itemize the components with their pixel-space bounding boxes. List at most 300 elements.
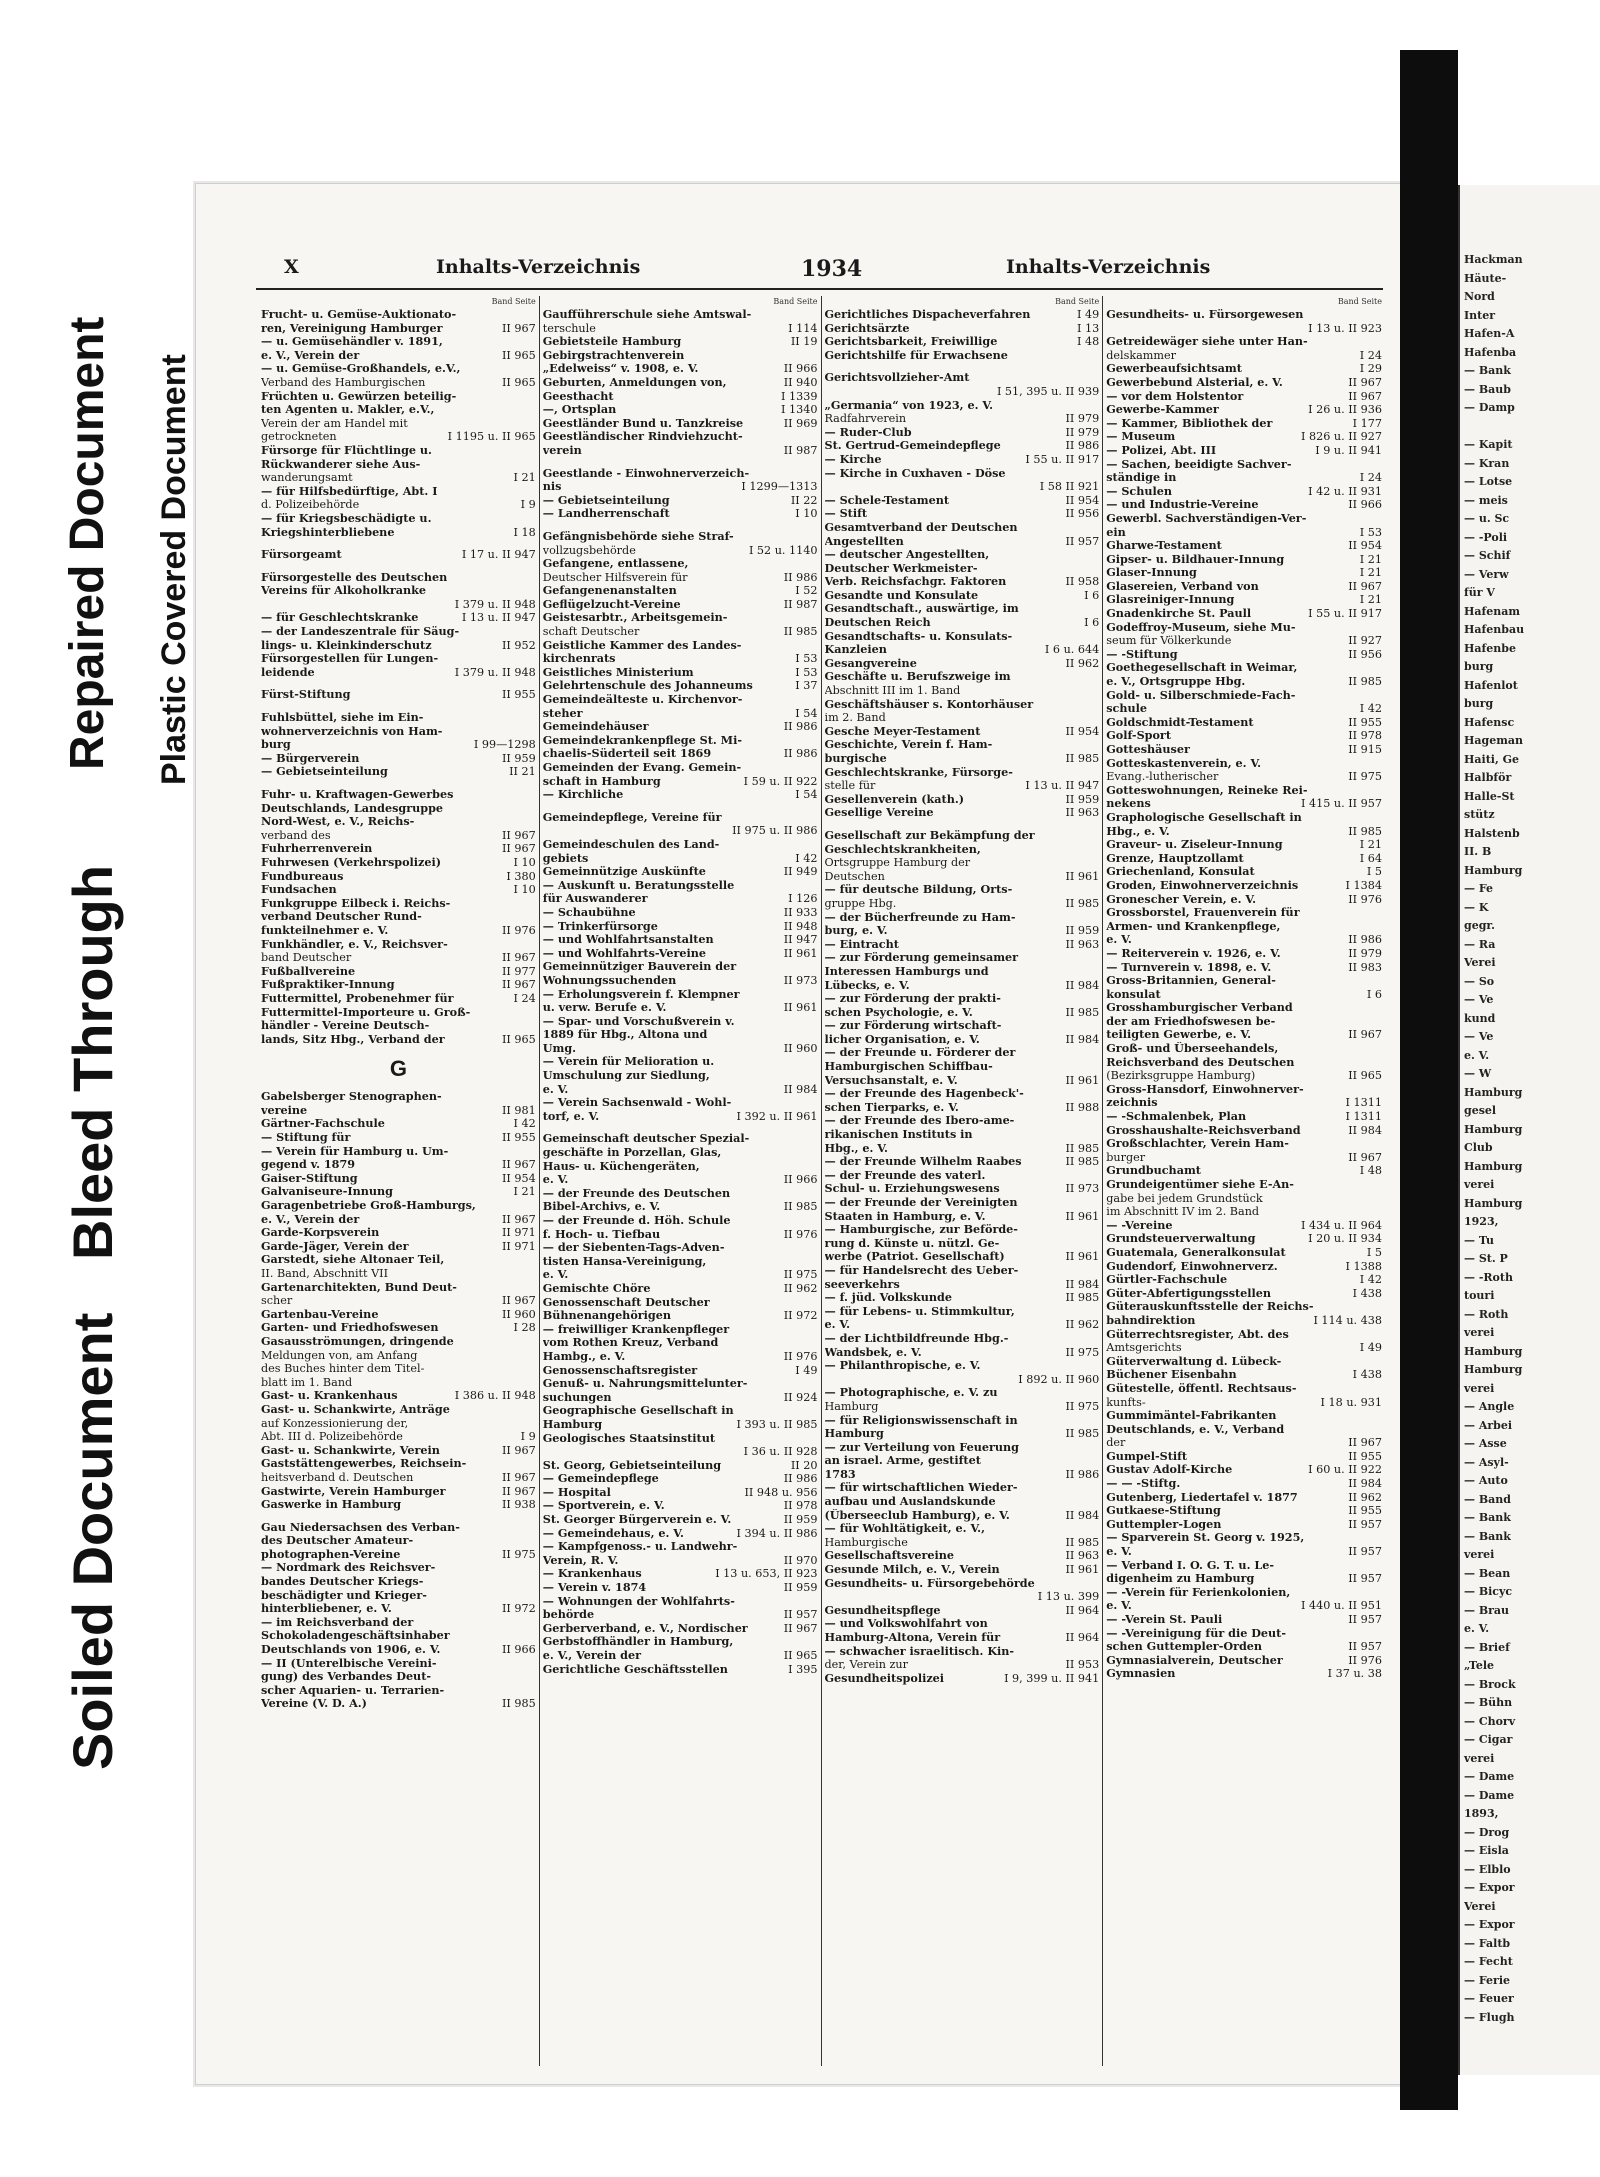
entry-term: Evang.-lutherischer [1106,770,1219,784]
index-entry [543,1622,818,1636]
entry-term: Guatemala, Generalkonsulat [1106,1245,1286,1259]
column-head: Band Seite [773,297,818,306]
index-entry [1106,1328,1382,1342]
entry-term: Gotteswohnungen, Reineke Rei- [1106,783,1308,797]
entry-term: tisten Hansa-Vereinigung, [542,1254,707,1268]
index-entry [1106,322,1382,336]
index-entry [261,417,536,431]
index-entry [261,752,536,766]
entry-term: Geschlechtskrankheiten, [824,842,981,856]
entry-term: Glasereien, Verband von [1106,579,1259,593]
entry-term: Gesundheits- u. Fürsorgewesen [1106,308,1304,321]
entry-term: funkteilnehmer e. V. [261,923,389,937]
entry-term: e. V. [542,1268,569,1282]
index-entry [825,643,1100,657]
entry-reference: I 48 [1359,1164,1382,1178]
index-entry [1106,362,1382,376]
entry-term: — Sportverein, e. V. [542,1499,665,1513]
entry-term: — für Wohltätigkeit, e. V., [824,1522,985,1536]
adjacent-page-line: — K [1464,900,1489,914]
entry-term: — Schele-Testament [824,493,950,507]
index-entry [1106,1572,1382,1586]
index-entry [261,938,536,952]
entry-reference: II 966 [502,1643,536,1657]
entry-term: Garagenbetriebe Groß-Hamburgs, [261,1199,476,1213]
entry-term: photographen-Vereine [261,1547,401,1561]
entry-term: — Verein v. 1874 [542,1581,647,1595]
entry-term: Groden, Einwohnerverzeichnis [1106,878,1299,892]
adjacent-page-line: 1923, [1464,1215,1499,1228]
entry-reference: II 987 [783,597,818,611]
entry-reference: II 955 [502,1131,536,1145]
adjacent-page-line: — Dame [1464,1770,1515,1783]
entry-term: Gewerbeaufsichtsamt [1106,362,1242,376]
entry-reference: I 29 [1359,362,1382,376]
entry-reference: I 1388 [1345,1259,1382,1273]
index-entry [261,1643,536,1657]
index-entry [1106,1273,1382,1287]
entry-term: e. V. [542,1082,569,1096]
page-header [196,256,1411,284]
adjacent-page-line: Hamburg [1464,1085,1523,1099]
entry-reference: II 986 [783,1472,818,1486]
entry-term: Groß- und Überseehandels, [1106,1042,1279,1056]
index-entry [825,1672,1100,1686]
entry-reference: I 42 [1359,702,1382,716]
entry-gap [543,802,818,811]
entry-term: Guttempler-Logen [1106,1517,1222,1531]
entry-reference: II 978 [783,1499,818,1513]
index-entry [825,349,1100,363]
index-entry [543,720,818,734]
entry-reference: II 948 [783,919,818,933]
adjacent-page-line: — Fecht [1464,1955,1513,1968]
entry-term: blatt im 1. Band [261,1375,353,1389]
index-entry [261,444,536,458]
adjacent-page-line: — Band [1464,1492,1511,1506]
index-entry [261,571,536,585]
index-entry [543,707,818,721]
entry-term: Ortsgruppe Hamburg der [824,856,971,870]
entry-term: Garde-Jäger, Verein der [261,1239,409,1253]
adjacent-page-line: Haiti, Ge [1464,752,1520,766]
entry-term: Gebirgstrachtenverein [542,348,685,362]
entry-term: Graphologische Gesellschaft in [1106,810,1302,824]
entry-term: — Ruder-Club [824,425,912,439]
adjacent-page-line: — Expor [1464,1881,1515,1894]
entry-term: Versuchsanstalt, e. V. [824,1073,958,1087]
entry-reference: II 955 [1348,1449,1382,1463]
entry-term: — und Volkswohlfahrt von [824,1617,988,1631]
index-entry [261,1349,536,1363]
adjacent-page-line: Hamburg [1464,1344,1523,1358]
entry-term: — Kirche [824,452,882,466]
entry-reference: II 967 [1348,579,1382,593]
index-entry [261,1199,536,1213]
index-entry [543,444,818,458]
entry-term: Geesthacht [542,389,614,403]
index-entry [1106,390,1382,404]
index-entry [543,1200,818,1214]
entry-term: ren, Vereinigung Hamburger [261,321,443,335]
entry-reference: II 985 [1065,1141,1100,1155]
index-entry [1106,566,1382,580]
index-entry [543,1663,818,1677]
page-number: X [284,256,299,278]
entry-term: der am Friedhofswesen be- [1106,1014,1276,1028]
label-bleed-through: Bleed Through [61,864,124,1260]
index-entry [261,598,536,612]
index-entry [261,526,536,540]
entry-term: Galvaniseure-Innung [261,1185,393,1199]
index-entry [543,852,818,866]
index-entry [261,471,536,485]
entry-term: Fußpraktiker-Innung [261,978,395,992]
index-entry [825,1332,1100,1346]
entry-term: Gartenarchitekten, Bund Deut- [261,1280,457,1294]
entry-term: Güterverwaltung d. Lübeck- [1106,1354,1282,1368]
entry-reference: I 386 u. II 948 [454,1389,536,1403]
entry-term: — Turnverein v. 1898, e. V. [1106,960,1272,974]
entry-term: lings- u. Kleinkinderschutz [261,638,432,652]
entry-term: aufbau und Auslandskunde [824,1495,996,1509]
index-entry [825,535,1100,549]
entry-term: Staaten in Hamburg, e. V. [824,1209,986,1223]
entry-term: Hamburgische [824,1535,908,1549]
index-entry [1106,485,1382,499]
index-entry [261,1444,536,1458]
index-entry [261,1172,536,1186]
index-entry [825,856,1100,870]
entry-term: — der Lichtbildfreunde Hbg.- [824,1331,1009,1345]
index-columns [258,296,1385,2066]
index-entry [825,951,1100,965]
index-entry [543,775,818,789]
index-entry [825,1237,1100,1251]
index-entry [543,480,818,494]
index-entry [543,892,818,906]
entry-reference: I 393 u. II 985 [736,1417,818,1431]
entry-reference: I 9, 399 u. II 941 [1004,1671,1100,1685]
entry-reference: II 955 [1348,1504,1382,1518]
entry-term: Frucht- u. Gemüse-Auktionato- [261,308,457,321]
entry-term: Gerichtshilfe für Erwachsene [824,348,1008,362]
entry-term: auf Konzessionierung der, [261,1416,409,1430]
entry-term: Gewerbl. Sachverständigen-Ver- [1106,511,1307,525]
entry-term: e. V., Verein der [261,1212,360,1226]
entry-reference: I 59 u. II 922 [743,774,818,788]
entry-term: konsulat [1106,987,1161,1001]
entry-term: Büchener Eisenbahn [1106,1368,1237,1382]
entry-term: Schokoladengeschäftsinhaber [261,1629,450,1643]
adjacent-page-line: — Roth [1464,1307,1509,1321]
entry-term: Hamburg [824,1399,879,1413]
index-entry [543,811,818,825]
entry-reference: II 967 [502,951,536,965]
entry-term: Gefangene, entlassene, [542,557,689,571]
index-entry [543,1132,818,1146]
entry-term: Garten- und Friedhofswesen [261,1321,439,1335]
index-entry [1106,1355,1382,1369]
entry-reference: II 977 [502,964,536,978]
entry-term: (Bezirksgruppe Hamburg) [1106,1069,1256,1083]
index-entry [825,1359,1100,1373]
adjacent-page-fragment [1458,185,1600,2075]
index-entry [825,1454,1100,1468]
index-entry [1106,1613,1382,1627]
entry-term: Abt. III d. Polizeibehörde [261,1430,403,1444]
entry-reference: I 1311 [1345,1096,1382,1110]
entry-reference: II 976 [783,1227,818,1241]
entry-term: Geestlande - Einwohnerverzeich- [542,466,750,480]
entry-reference: I 60 u. II 922 [1308,1463,1382,1477]
entry-reference: II 957 [1348,1572,1382,1586]
index-entry [825,399,1100,413]
entry-term: Hambg., e. V. [542,1349,626,1363]
index-entry [543,947,818,961]
entry-term: Geographische Gesellschaft in [542,1404,734,1418]
entry-term: Graveur- u. Ziseleur-Innung [1106,838,1283,852]
entry-term: burger [1106,1150,1146,1164]
entry-reference: II 986 [1348,933,1382,947]
index-entry [261,1657,536,1671]
index-entry [543,335,818,349]
entry-reference: II 986 [1065,439,1100,453]
index-entry [1106,1654,1382,1668]
entry-reference: II 965 [783,1649,818,1662]
index-entry [261,403,536,417]
entry-term: Gerichtsvollzieher-Amt [824,371,970,385]
adjacent-page-line: — Eisla [1464,1844,1509,1857]
adjacent-page-line: Hamburg [1464,1363,1523,1376]
entry-reference: II 940 [783,375,818,389]
index-entry [261,1684,536,1698]
index-entry [825,992,1100,1006]
entry-term: Gaststättengewerbes, Reichsein- [261,1457,467,1471]
index-entry [543,362,818,376]
entry-term: Meldungen von, am Anfang [261,1348,418,1362]
entry-reference: II 976 [1348,892,1382,906]
entry-reference: II 979 [1348,946,1382,960]
adjacent-page-line: e. V. [1464,1622,1490,1635]
entry-term: Hamburgischen Schiffbau- [824,1060,993,1074]
entry-term: Gesandtschaft., auswärtige, im [824,602,1019,616]
entry-term: suchungen [542,1390,612,1404]
entry-reference: II 976 [783,1349,818,1363]
entry-reference: II 957 [783,1608,818,1622]
entry-term: Gefangenenanstalten [542,584,677,598]
adjacent-page-line: — Bicyc [1464,1585,1513,1598]
entry-term: Gerichtliche Geschäftsstellen [542,1662,728,1676]
entry-term: Verband des Hamburgischen [261,375,426,389]
index-entry [543,308,818,322]
entry-term: Großschlachter, Verein Ham- [1106,1137,1289,1151]
index-entry [261,1697,536,1711]
entry-reference: II 924 [783,1390,818,1404]
entry-reference: I 395 [788,1662,818,1676]
entry-reference: II 985 [1065,1291,1100,1305]
entry-reference: II 967 [502,1443,536,1457]
entry-term: lands, Sitz Hbg., Verband der [261,1032,445,1046]
entry-term: Kanzleien [824,643,887,657]
entry-term: ten Agenten u. Makler, e.V., [261,403,435,417]
index-entry [543,1336,818,1350]
entry-term: — Kirchliche [542,788,624,802]
index-entry [825,911,1100,925]
entry-term [543,824,729,838]
index-entry [825,752,1100,766]
index-entry [1106,607,1382,621]
entry-reference: I 392 u. II 961 [736,1109,818,1123]
entry-reference: II 967 [502,1158,536,1172]
index-entry [261,1019,536,1033]
adjacent-page-line: Hafen-A [1464,327,1515,340]
entry-term: — Gemeindehaus, e. V. [542,1526,684,1540]
entry-term: e. V., Ortsgruppe Hbg. [1106,675,1246,689]
index-entry [543,906,818,920]
entry-term: verband des [261,828,331,842]
entry-reference: II 986 [783,720,818,734]
entry-reference: I 5 [1366,1245,1382,1259]
entry-term: Garde-Korpsverein [261,1226,380,1240]
index-entry [825,1033,1100,1047]
entry-reference: II 960 [783,1041,818,1055]
entry-term: Geestländer Bund u. Tanzkreise [542,416,744,430]
entry-reference: II 985 [1065,1427,1100,1441]
index-entry [825,1114,1100,1128]
entry-reference: I 1195 u. II 965 [447,430,536,444]
adjacent-page-line: Hackman [1464,253,1523,266]
index-entry [543,1241,818,1255]
entry-term: — Verein für Melioration u. [542,1055,715,1069]
adjacent-page-line: — Cigar [1464,1733,1513,1746]
index-entry [543,1228,818,1242]
index-entry [543,390,818,404]
index-entry [1106,512,1382,526]
entry-reference: II 962 [783,1281,818,1295]
entry-reference: I 21 [1359,552,1382,566]
entry-term: scher Aquarien- u. Terrarien- [261,1683,445,1697]
index-entry [261,1417,536,1431]
index-entry [543,1364,818,1378]
entry-reference: I 13 u. 653, II 923 [715,1567,818,1581]
adjacent-page-line: Hafenam [1464,604,1521,618]
entry-reference: I 1311 [1345,1110,1382,1124]
index-entry [1106,1667,1382,1681]
entry-term: wanderungsamt [261,471,353,485]
index-entry [543,1214,818,1228]
entry-term: Verein, R. V. [542,1553,619,1567]
entry-reference: II 985 [502,1697,536,1711]
index-entry [825,439,1100,453]
index-entry [825,426,1100,440]
index-entry [825,1006,1100,1020]
adjacent-page-line: verei [1464,1178,1495,1191]
entry-reference: II 976 [502,923,536,937]
entry-reference: II 949 [783,865,818,879]
entry-reference: II 957 [1348,1613,1382,1626]
entry-term: Umschulung zur Siedlung, [542,1069,710,1083]
index-column-2 [540,296,822,2066]
index-entry [825,806,1100,820]
entry-reference: II 967 [1348,1436,1382,1450]
entry-reference: II 984 [1065,978,1100,992]
adjacent-page-line: Hafenlot [1464,678,1518,692]
entry-reference: II 985 [1348,675,1382,689]
entry-reference: I 18 u. 931 [1320,1395,1382,1409]
index-entry [543,494,818,508]
index-entry [261,1006,536,1020]
entry-term: Deutschen [824,869,885,883]
index-entry [1106,1545,1382,1559]
entry-term: Fürsorgestellen für Lungen- [261,652,439,666]
entry-term: gabe bei jedem Grundstück [1106,1191,1263,1205]
entry-reference: II 975 [502,1547,536,1561]
entry-term: Deutscher Hilfsverein für [542,570,688,584]
entry-reference: I 114 u. 438 [1313,1313,1382,1327]
entry-term: Fuhrwesen (Verkehrspolizei) [261,855,442,869]
index-entry [1106,1083,1382,1097]
index-entry [825,480,1100,494]
index-column-1 [258,296,540,2066]
index-entry [543,1055,818,1069]
adjacent-page-line: Club [1464,1141,1493,1154]
entry-term: — Stiftung für [261,1131,351,1145]
index-entry [261,842,536,856]
index-entry [261,349,536,363]
index-entry [1106,648,1382,662]
section-letter: G [389,1056,407,1082]
index-entry [543,1042,818,1056]
entry-reference: II 965 [502,375,536,389]
entry-reference: II 955 [1348,715,1382,729]
index-entry [543,349,818,363]
entry-term: Früchten u. Gewürzen beteilig- [261,389,457,403]
entry-reference: I 6 [1084,588,1100,602]
entry-term: e. V. [824,1318,851,1332]
adjacent-page-line: — Asse [1464,1437,1507,1450]
entry-reference: II 961 [1065,1073,1100,1087]
entry-reference: II 969 [783,416,818,430]
index-entry [261,1430,536,1444]
index-entry [1106,1504,1382,1518]
entry-term: gruppe Hbg. [824,896,897,910]
index-entry [825,698,1100,712]
entry-term: Gesandte und Konsulate [824,588,979,602]
entry-term: e. V. [542,1173,569,1187]
column-head: Band Seite [1055,297,1100,306]
index-entry [543,988,818,1002]
entry-reference: II 961 [1065,869,1100,883]
index-entry [1106,729,1382,743]
entry-term: — -Vereinigung für die Deut- [1106,1626,1286,1640]
entry-term: — Kirche in Cuxhaven - Döse [824,466,1006,480]
index-entry [261,548,536,562]
index-entry [261,1629,536,1643]
entry-term: Geologisches Staatsinstitut [542,1431,716,1445]
entry-term: Hamburg-Altona, Verein für [824,1631,1001,1644]
index-entry [825,979,1100,993]
entry-reference: I 58 II 921 [1039,480,1100,494]
index-entry [1106,1287,1382,1301]
index-entry [1106,1396,1382,1410]
adjacent-page-line: — Drog [1464,1825,1510,1839]
index-entry [825,1536,1100,1550]
index-entry [825,965,1100,979]
entry-term: — für wirtschaftlichen Wieder- [824,1481,1018,1495]
entry-term: chaelis-Süderteil seit 1869 [542,747,712,761]
entry-term: Geflügelzucht-Vereine [542,597,681,611]
